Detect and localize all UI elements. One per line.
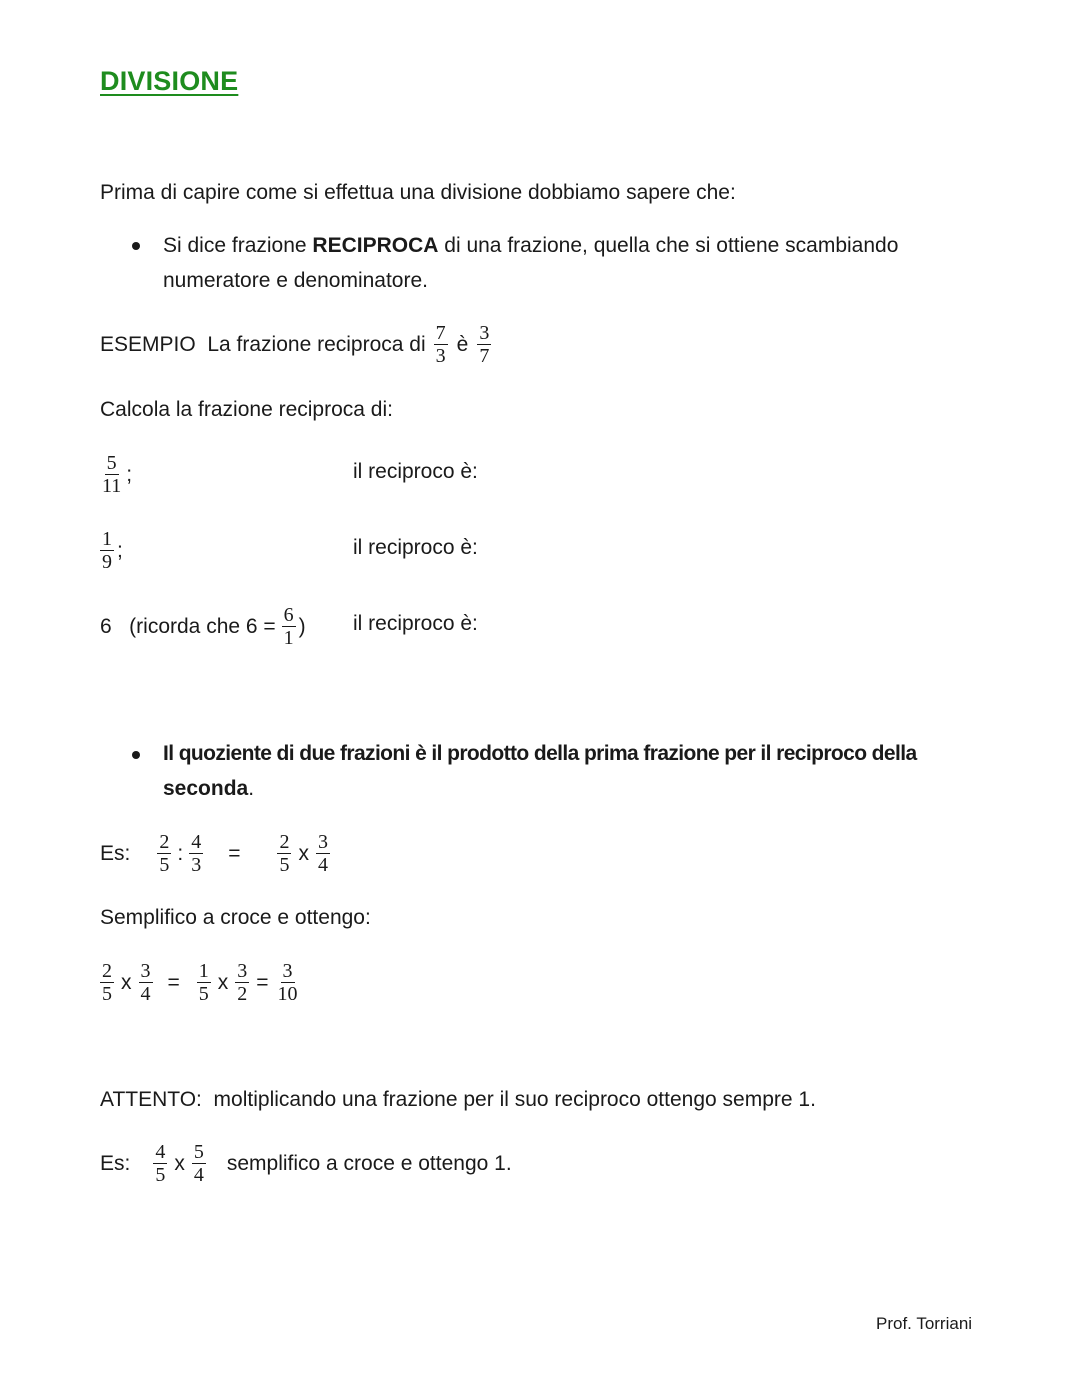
denominator: 4 [317, 854, 328, 876]
denominator: 10 [277, 983, 298, 1005]
exercise-item [100, 452, 132, 497]
numerator: 1 [198, 960, 209, 982]
fraction [189, 831, 203, 876]
fraction [100, 960, 114, 1005]
denominator: 11 [102, 475, 122, 497]
operator: x [298, 841, 309, 865]
answer-label: il reciproco è: [353, 536, 478, 559]
simplify-heading: Semplifico a croce e ottengo: [100, 906, 371, 929]
denominator: 7 [479, 345, 490, 367]
numerator: 4 [191, 831, 202, 853]
denominator: 3 [435, 345, 446, 367]
example2-row [100, 831, 333, 876]
denominator: 1 [283, 627, 294, 649]
bullet1-text-post: di una frazione, quella che si ottiene scambiando [438, 234, 899, 257]
example3-row [100, 1141, 512, 1186]
footer-author: Prof. Torriani [876, 1314, 973, 1333]
fraction [192, 1141, 206, 1186]
fraction [100, 452, 123, 497]
numerator: 3 [282, 960, 293, 982]
fraction [277, 831, 291, 876]
bullet-icon [132, 751, 140, 759]
numerator: 3 [237, 960, 248, 982]
example3-label: Es: [100, 1151, 131, 1175]
bullet2-line2-end: . [248, 777, 255, 800]
numerator: 4 [155, 1141, 166, 1163]
exercise-heading: Calcola la frazione reciproca di: [100, 398, 393, 421]
fraction [477, 322, 491, 367]
equals-sign: = [167, 970, 180, 994]
page-title: DIVISIONE [100, 66, 239, 96]
bullet1-text-pre: Si dice frazione [163, 234, 313, 257]
fraction [100, 528, 114, 573]
denominator: 3 [191, 854, 202, 876]
operator: : [177, 841, 184, 865]
fraction-suffix: ) [298, 614, 306, 638]
numerator: 5 [193, 1141, 204, 1163]
example2-label: Es: [100, 841, 131, 865]
numerator: 2 [279, 831, 290, 853]
intro-text: Prima di capire come si effettua una divisione dobbiamo sapere che: [100, 181, 736, 204]
numerator: 2 [159, 831, 170, 853]
fraction [276, 960, 300, 1005]
bullet1-bold-term: RECIPROCA [312, 234, 439, 257]
bullet-icon [132, 242, 140, 250]
fraction [282, 604, 296, 649]
equals-sign: = [228, 841, 241, 865]
operator: x [217, 970, 229, 994]
numerator: 1 [102, 528, 112, 550]
numerator: 5 [106, 452, 117, 474]
equals-sign: = [256, 970, 269, 994]
denominator: 2 [237, 983, 248, 1005]
exercise-item [100, 604, 306, 649]
denominator: 5 [198, 983, 209, 1005]
bullet2-line2 [163, 776, 254, 802]
fraction-prefix: 6 (ricorda che 6 = [100, 614, 276, 638]
fraction [316, 831, 330, 876]
operator: x [174, 1151, 185, 1175]
numerator: 3 [479, 322, 490, 344]
fraction [235, 960, 249, 1005]
example1-row [100, 322, 494, 367]
fraction [157, 831, 171, 876]
fraction [197, 960, 211, 1005]
denominator: 9 [102, 551, 112, 573]
fraction [153, 1141, 167, 1186]
simplify-row [100, 960, 303, 1005]
denominator: 4 [193, 1164, 204, 1186]
bullet1-line2: numeratore e denominatore. [163, 269, 428, 292]
numerator: 3 [317, 831, 328, 853]
numerator: 3 [140, 960, 151, 982]
bullet1-line1 [163, 233, 898, 259]
denominator: 5 [155, 1164, 166, 1186]
attento-note: ATTENTO: moltiplicando una frazione per il suo reciproco ottengo sempre 1. [100, 1088, 816, 1111]
example3-text: semplifico a croce e ottengo 1. [226, 1151, 512, 1175]
answer-label: il reciproco è: [353, 612, 478, 635]
fraction [434, 322, 448, 367]
connector-text: è [456, 332, 469, 356]
operator: x [121, 970, 132, 994]
denominator: 5 [159, 854, 170, 876]
fraction [139, 960, 153, 1005]
example1-label: ESEMPIO La frazione reciproca di [100, 332, 426, 356]
fraction-suffix: ; [117, 538, 123, 562]
exercise-item [100, 528, 123, 573]
bullet2-line1: Il quoziente di due frazioni è il prodotto della prima frazione per il reciproco della [163, 742, 917, 765]
bullet2-line2-bold: seconda [163, 777, 249, 800]
denominator: 4 [140, 983, 151, 1005]
denominator: 5 [279, 854, 290, 876]
answer-label: il reciproco è: [353, 460, 478, 483]
fraction-suffix: ; [126, 462, 133, 486]
numerator: 7 [435, 322, 446, 344]
denominator: 5 [102, 983, 112, 1005]
numerator: 2 [102, 960, 112, 982]
numerator: 6 [283, 604, 294, 626]
